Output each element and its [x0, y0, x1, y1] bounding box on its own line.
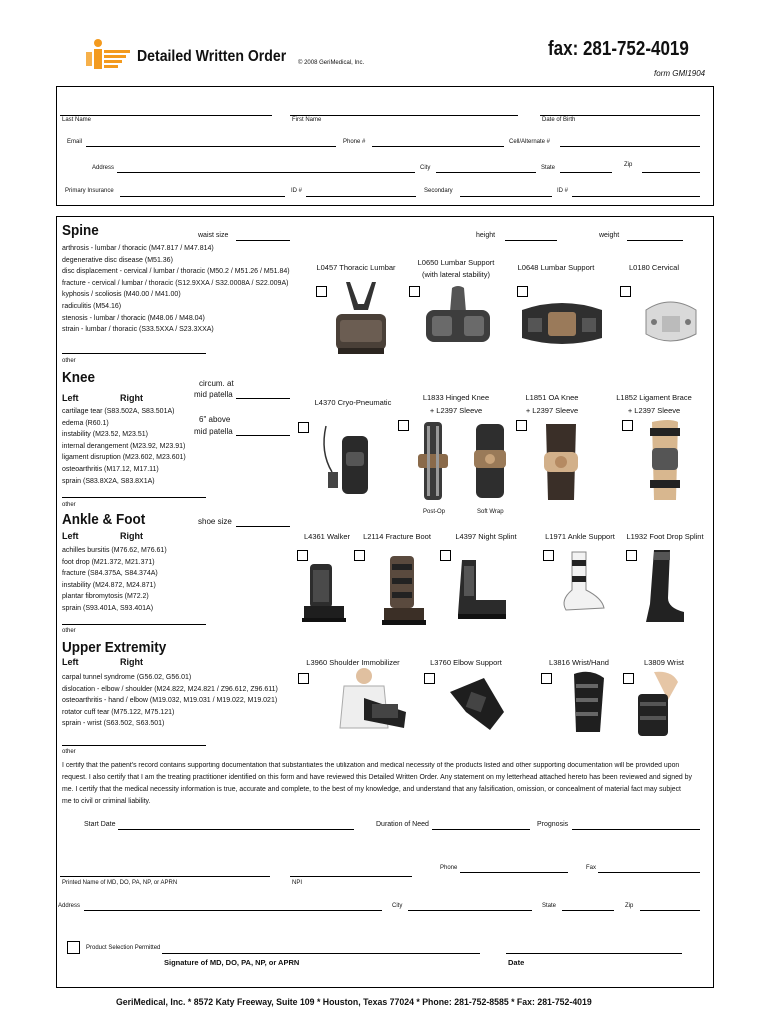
- city-label: City: [420, 165, 431, 171]
- ankle-right-label: Right: [120, 531, 143, 541]
- knee-condition[interactable]: instability (M23.52, M23.51): [62, 431, 148, 439]
- md-zip-field[interactable]: [640, 910, 700, 911]
- first-name-label: First Name: [292, 117, 322, 123]
- form-id: form GMI1904: [654, 69, 706, 78]
- checkbox-l1833[interactable]: [398, 420, 409, 431]
- foot-drop-splint-image: [640, 548, 688, 632]
- spine-condition[interactable]: strain - lumbar / thoracic (S33.5XXA / S23.3XXA): [62, 326, 214, 334]
- knee-other-label: other: [62, 502, 76, 508]
- spine-condition[interactable]: stenosis - lumbar / thoracic (M48.06 / M48.04): [62, 314, 205, 322]
- date-field[interactable]: [506, 953, 682, 954]
- knee-condition[interactable]: cartilage tear (S83.502A, S83.501A): [62, 408, 175, 415]
- spine-condition[interactable]: arthrosis - lumbar / thoracic (M47.817 / M47.814): [62, 245, 214, 252]
- md-city-field[interactable]: [408, 910, 532, 911]
- product-label-l0648: L0648 Lumbar Support: [517, 263, 595, 272]
- spine-condition[interactable]: kyphosis / scoliosis (M40.00 / M41.00): [62, 291, 181, 299]
- spine-condition[interactable]: fracture - cervical / lumbar / thoracic (S12.9XXA / S32.0008A / S22.009A): [62, 279, 289, 287]
- md-zip-label: Zip: [625, 903, 634, 909]
- knee-other-field[interactable]: [62, 497, 206, 498]
- company-logo: [84, 38, 132, 70]
- start-date-field[interactable]: [118, 829, 354, 830]
- wrist-hand-image: [560, 668, 616, 740]
- md-fax-field[interactable]: [598, 872, 700, 873]
- product-label-l2114: L2114 Fracture Boot: [363, 532, 431, 541]
- email-label: Email: [67, 139, 83, 145]
- shoe-label: shoe size: [198, 517, 232, 526]
- date-label: Date: [508, 958, 525, 967]
- product-label-l0457: L0457 Thoracic Lumbar: [316, 263, 396, 272]
- checkbox-l3760[interactable]: [424, 673, 435, 684]
- upper-conditions: [62, 672, 278, 730]
- printed-name-label: Printed Name of MD, DO, PA, NP, or APRN: [62, 880, 178, 886]
- knee-condition[interactable]: sprain (S83.8X2A, S83.8X1A): [62, 477, 155, 485]
- walker-boot-image: [300, 562, 348, 624]
- ankle-left-label: Left: [62, 531, 79, 541]
- state-label: State: [541, 165, 556, 171]
- ankle-other-field[interactable]: [62, 624, 206, 625]
- product-label-l1833: L1833 Hinged Knee: [422, 393, 490, 402]
- md-fax-label: Fax: [586, 865, 597, 871]
- knee-right-label: Right: [120, 393, 143, 403]
- upper-title: Upper Extremity: [62, 639, 167, 656]
- upper-other-field[interactable]: [62, 745, 206, 746]
- oa-knee-image: [536, 420, 586, 504]
- checkbox-l1932[interactable]: [626, 550, 637, 561]
- checkbox-l0650[interactable]: [409, 286, 420, 297]
- shoulder-immobilizer-image: [324, 668, 414, 748]
- dob-label: Date of Birth: [542, 117, 576, 123]
- knee-left-label: Left: [62, 393, 79, 403]
- npi-field[interactable]: [290, 876, 412, 877]
- last-name-label: Last Name: [62, 117, 92, 123]
- checkbox-l0180[interactable]: [620, 286, 631, 297]
- start-date-label: Start Date: [84, 821, 116, 828]
- npi-label: NPI: [292, 880, 303, 886]
- md-address-field[interactable]: [84, 910, 382, 911]
- spine-conditions: [62, 243, 290, 336]
- ankle-condition[interactable]: achilles bursitis (M76.62, M76.61): [62, 547, 167, 554]
- product-label-l1851: L1851 OA Knee: [525, 393, 579, 402]
- spine-other-field[interactable]: [62, 353, 206, 354]
- md-phone-label: Phone: [440, 865, 458, 871]
- id-field-2[interactable]: [572, 196, 700, 197]
- product-label-l3816: L3816 Wrist/Hand: [549, 658, 609, 667]
- id-label-1: ID #: [291, 188, 303, 194]
- secondary-label: Secondary: [424, 188, 453, 194]
- postop-label: Post-Op: [423, 509, 446, 515]
- ankle-title: Ankle & Foot: [62, 511, 146, 528]
- upper-left-label: Left: [62, 657, 79, 667]
- product-label-l4397: L4397 Night Splint: [455, 532, 517, 541]
- cervical-collar-image: [640, 290, 702, 352]
- above-field[interactable]: [236, 435, 290, 436]
- hinged-knee-postop-image: [414, 420, 452, 502]
- product-label-l0650: L0650 Lumbar Support: [417, 258, 495, 267]
- above-label-1: 6" above: [199, 415, 231, 424]
- knee-condition[interactable]: ligament disruption (M23.602, M23.601): [62, 454, 186, 462]
- spine-condition[interactable]: disc displacement - cervical / lumbar / thoracic (M50.2 / M51.26 / M51.84): [62, 268, 290, 276]
- checkbox-l1851[interactable]: [516, 420, 527, 431]
- weight-field[interactable]: [627, 240, 683, 241]
- fax-header: fax: 281-752-4019: [548, 38, 689, 60]
- product-selection-checkbox[interactable]: [67, 941, 80, 954]
- ankle-condition[interactable]: instability (M24.872, M24.871): [62, 581, 156, 589]
- spine-condition[interactable]: degenerative disc disease (M51.36): [62, 256, 173, 264]
- ligament-brace-image: [640, 418, 690, 504]
- signature-label: Signature of MD, DO, PA, NP, or APRN: [164, 958, 300, 967]
- footer-contact: GeriMedical, Inc. * 8572 Katy Freeway, Suite 109 * Houston, Texas 77024 * Phone: 281-752-8585 * Fax: 281-752-4019: [116, 997, 592, 1008]
- certification-text: I certify that the patient's record contains supporting documentation that substantiates the utilization and medical necessity of the products listed and other supporting documentation will be provided upon request. I also certify that I am the treating practitioner identified on this form and have reviewed this Detailed Written Order. Any statement on my letterhead attached hereto has been reviewed and signed by me. I certify that the medical necessity information is true, accurate and complete, to the best of my knowledge, and understand that any falsification, omission, or concealment of material fact may subject me to civil or criminal liability.: [62, 762, 692, 805]
- upper-other-label: other: [62, 749, 76, 755]
- height-field[interactable]: [505, 240, 557, 241]
- upper-right-label: Right: [120, 657, 143, 667]
- elbow-support-image: [444, 672, 510, 738]
- lumbar-support-image: [518, 294, 606, 350]
- knee-condition[interactable]: osteoarthritis (M17.12, M17.11): [62, 465, 159, 473]
- checkbox-l4370[interactable]: [298, 422, 309, 433]
- upper-condition[interactable]: osteoarthritis - hand / elbow (M19.032, M19.031 / M19.022, M19.021): [62, 697, 278, 705]
- upper-condition[interactable]: rotator cuff tear (M75.122, M75.121): [62, 708, 175, 716]
- night-splint-image: [450, 556, 512, 622]
- printed-name-field[interactable]: [60, 876, 270, 877]
- product-sub-l1833: + L2397 Sleeve: [429, 406, 483, 415]
- ankle-condition[interactable]: sprain (S93.401A, S93.401A): [62, 604, 154, 612]
- product-label-l3960: L3960 Shoulder Immobilizer: [306, 658, 400, 667]
- zip-field[interactable]: [642, 172, 700, 173]
- phone-label: Phone #: [343, 139, 366, 145]
- product-label-l1932: L1932 Foot Drop Splint: [626, 532, 704, 541]
- checkbox-l3816[interactable]: [541, 673, 552, 684]
- email-field[interactable]: [86, 146, 336, 147]
- product-sub-l1851: + L2397 Sleeve: [525, 406, 579, 415]
- address-field[interactable]: [117, 172, 415, 173]
- primary-insurance-label: Primary Insurance: [65, 188, 114, 194]
- upper-condition[interactable]: carpal tunnel syndrome (G56.02, G56.01): [62, 674, 192, 681]
- city-field[interactable]: [436, 172, 536, 173]
- product-sub-l0650: (with lateral stability): [422, 270, 490, 279]
- product-label-l1971: L1971 Ankle Support: [545, 532, 615, 541]
- cell-label: Cell/Alternate #: [509, 139, 551, 145]
- address-label: Address: [92, 165, 115, 171]
- checkbox-l3960[interactable]: [298, 673, 309, 684]
- checkbox-l4361[interactable]: [297, 550, 308, 561]
- state-field[interactable]: [560, 172, 612, 173]
- md-state-label: State: [542, 903, 557, 909]
- product-selection-label: Product Selection Permitted: [86, 945, 161, 951]
- circum-label-2: mid patella: [194, 390, 233, 399]
- height-label: height: [476, 232, 496, 239]
- product-label-l4361: L4361 Walker: [304, 532, 350, 541]
- product-label-l3809: L3809 Wrist: [644, 658, 684, 667]
- spine-condition[interactable]: radiculitis (M54.16): [62, 302, 122, 310]
- prognosis-label: Prognosis: [537, 821, 569, 828]
- hinged-knee-softwrap-image: [470, 420, 510, 502]
- softwrap-label: Soft Wrap: [477, 509, 504, 515]
- id-field-1[interactable]: [306, 196, 416, 197]
- circum-label-1: circum. at: [199, 379, 234, 388]
- shoe-field[interactable]: [236, 526, 290, 527]
- knee-condition[interactable]: internal derangement (M23.92, M23.91): [62, 442, 186, 450]
- md-city-label: City: [392, 903, 403, 909]
- product-label-l3760: L3760 Elbow Support: [430, 658, 502, 667]
- id-label-2: ID #: [557, 188, 569, 194]
- cryo-knee-image: [318, 422, 378, 502]
- ankle-condition[interactable]: plantar fibromytosis (M72.2): [62, 593, 149, 601]
- zip-label: Zip: [624, 162, 633, 168]
- ankle-support-image: [552, 550, 608, 618]
- wrist-brace-image: [628, 670, 688, 740]
- prognosis-field[interactable]: [572, 829, 700, 830]
- product-label-l0180: L0180 Cervical: [628, 263, 680, 272]
- md-phone-field[interactable]: [460, 872, 568, 873]
- form-title: Detailed Written Order: [137, 48, 287, 65]
- waist-label: waist size: [198, 232, 229, 239]
- spine-other-label: other: [62, 358, 76, 364]
- primary-insurance-field[interactable]: [120, 196, 285, 197]
- md-address-label: Address: [58, 903, 81, 909]
- waist-field[interactable]: [236, 240, 290, 241]
- upper-condition[interactable]: sprain - wrist (S63.502, S63.501): [62, 720, 165, 728]
- secondary-field[interactable]: [460, 196, 552, 197]
- weight-label: weight: [599, 232, 620, 239]
- duration-label: Duration of Need: [376, 821, 429, 828]
- thoracic-lumbar-brace-image: [330, 280, 392, 358]
- checkbox-l2114[interactable]: [354, 550, 365, 561]
- product-sub-l1852: + L2397 Sleeve: [627, 406, 681, 415]
- ankle-other-label: other: [62, 628, 76, 634]
- md-state-field[interactable]: [562, 910, 614, 911]
- spine-title: Spine: [62, 222, 99, 239]
- checkbox-l0457[interactable]: [316, 286, 327, 297]
- duration-field[interactable]: [432, 829, 530, 830]
- upper-condition[interactable]: dislocation - elbow / shoulder (M24.822, M24.821 / Z96.612, Z96.611): [62, 685, 278, 693]
- product-label-l4370: L4370 Cryo-Pneumatic: [314, 398, 392, 407]
- product-label-l1852: L1852 Ligament Brace: [616, 393, 692, 402]
- knee-title: Knee: [62, 369, 96, 386]
- copyright: © 2008 GeriMedical, Inc.: [298, 60, 365, 66]
- ankle-condition[interactable]: fracture (S84.375A, S84.374A): [62, 570, 158, 578]
- fracture-boot-image: [378, 554, 428, 628]
- knee-conditions: [62, 406, 186, 487]
- checkbox-l1852[interactable]: [622, 420, 633, 431]
- signature-field[interactable]: [162, 953, 480, 954]
- cell-field[interactable]: [560, 146, 700, 147]
- knee-condition[interactable]: edema (R60.1): [62, 419, 109, 427]
- ankle-conditions: [62, 545, 167, 615]
- phone-field[interactable]: [372, 146, 504, 147]
- lumbar-support-lateral-image: [422, 282, 494, 350]
- ankle-condition[interactable]: foot drop (M21.372, M21.371): [62, 558, 155, 566]
- above-label-2: mid patella: [194, 427, 233, 436]
- circum-field[interactable]: [236, 398, 290, 399]
